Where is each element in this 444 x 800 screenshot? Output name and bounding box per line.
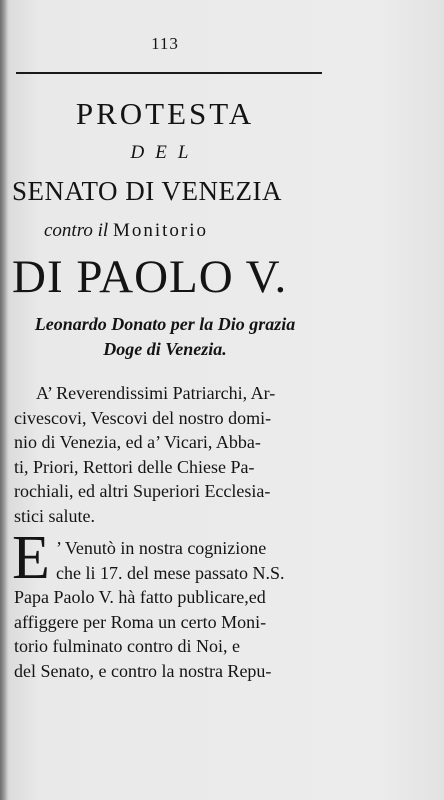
drop-cap: E xyxy=(12,524,50,592)
body-paragraph xyxy=(14,536,326,683)
title-paolo: DI PAOLO V. xyxy=(12,251,288,303)
address-line: stici salute. xyxy=(14,505,95,526)
address-line: civescovi, Vescovi del nostro domi- xyxy=(14,407,272,428)
body-line: ’ Venutò in nostra cognizione xyxy=(56,538,267,558)
address-paragraph xyxy=(14,381,326,528)
body-line: Papa Paolo V. hà fatto publicare,ed xyxy=(14,587,266,607)
title-contro-monitorio xyxy=(44,220,208,242)
body-line: affiggere per Roma un certo Moni- xyxy=(14,611,267,632)
title-senato: SENATO DI VENEZIA xyxy=(12,176,282,206)
title-protesta: PROTESTA xyxy=(75,96,255,131)
body-line: torio fulminato contro di Noi, e xyxy=(14,636,240,656)
salutation-line: Leonardo Donato per la Dio grazia xyxy=(34,314,296,334)
header-rule xyxy=(16,72,322,74)
body-line: del Senato, e contro la nostra Repu- xyxy=(14,660,272,681)
address-line: A’ Reverendissimi Patriarchi, Ar- xyxy=(36,383,276,403)
title-del: DEL xyxy=(130,142,200,163)
address-line: ti, Priori, Rettori delle Chiese Pa- xyxy=(14,456,255,477)
body-line: che li 17. del mese passato N.S. xyxy=(56,562,285,583)
address-line: rochiali, ed altri Superiori Ecclesia- xyxy=(14,481,271,501)
salutation xyxy=(0,312,330,362)
title-contro-italic: contro il xyxy=(44,220,109,241)
page-number: 113 xyxy=(151,34,179,53)
title-monitorio: Monitorio xyxy=(112,220,209,241)
salutation-line: Doge di Venezia. xyxy=(103,339,227,359)
address-line: nio di Venezia, ed a’ Vicari, Abba- xyxy=(14,432,261,452)
